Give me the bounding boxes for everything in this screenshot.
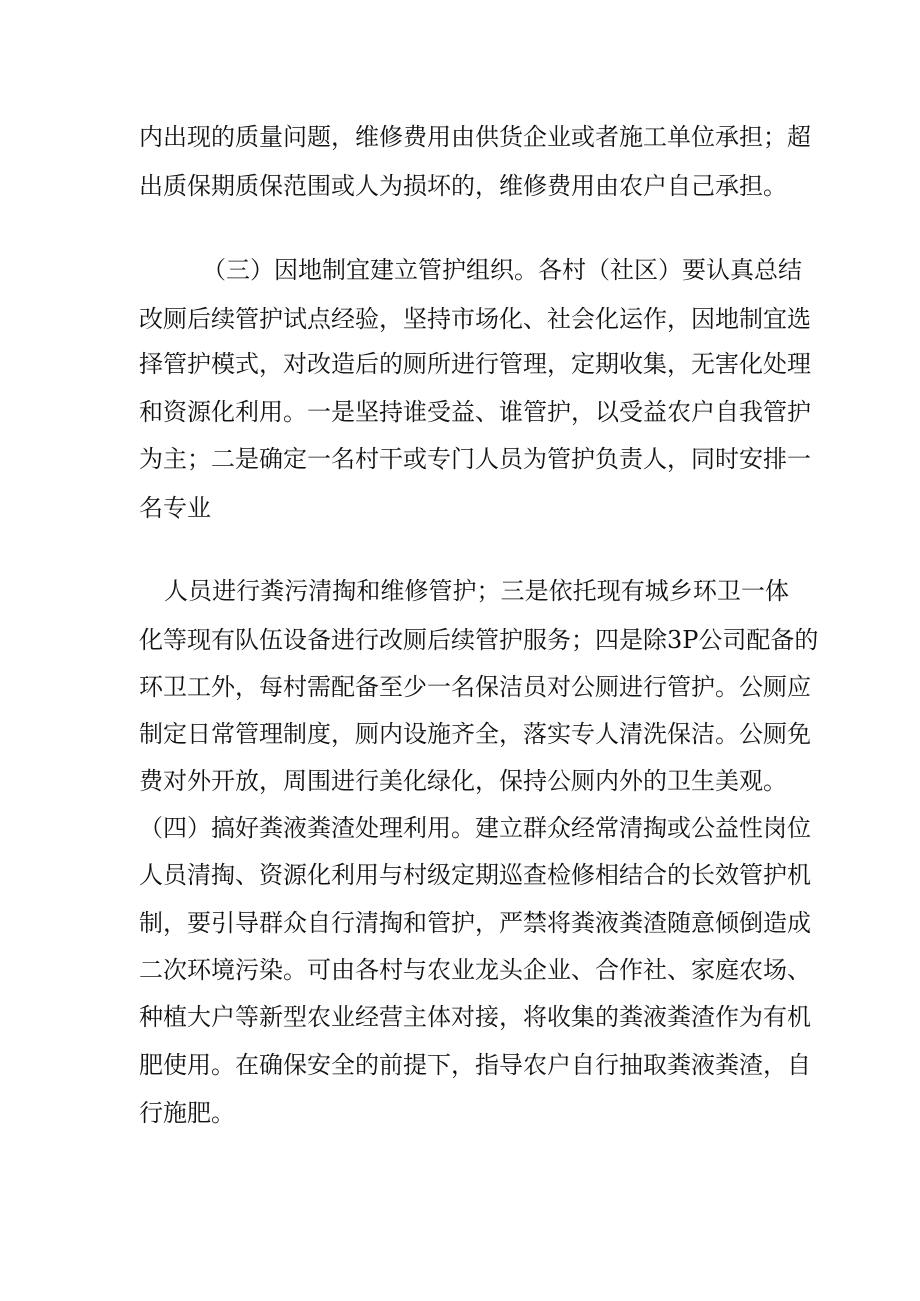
text-line: 内出现的质量问题，维修费用由供货企业或者施工单位承担；超: [139, 123, 811, 151]
text-line: 人员进行粪污清掏和维修管护；三是依托现有城乡环卫一体: [164, 577, 789, 605]
text-line: 制，要引导群众自行清掏和管护，严禁将粪液粪渣随意倾倒造成: [139, 909, 811, 937]
text-line: 环卫工外，每村需配备至少一名保洁员对公厕进行管护。公厕应: [139, 673, 811, 701]
text-line: 行施肥。: [139, 1099, 235, 1127]
text-line: 出质保期质保范围或人为损坏的，维修费用由农户自己承担。: [139, 172, 787, 200]
text-line: （四）搞好粪液粪渣处理利用。建立群众经常清掏或公益性岗位: [139, 814, 811, 842]
text-line: 二次环境污染。可由各村与农业龙头企业、合作社、家庭农场、: [139, 956, 811, 984]
text-line: 种植大户等新型农业经营主体对接，将收集的粪液粪渣作为有机: [139, 1003, 811, 1031]
text-line: 为主；二是确定一名村干或专门人员为管护负责人，同时安排一: [139, 445, 811, 473]
text-line: 和资源化利用。一是坚持谁受益、谁管护，以受益农户自我管护: [139, 398, 811, 426]
text-line: 费对外开放，周围进行美化绿化，保持公厕内外的卫生美观。: [139, 767, 787, 795]
text-line: 肥使用。在确保安全的前提下，指导农户自行抽取粪液粪渣，自: [139, 1051, 811, 1079]
text-line: 制定日常管理制度，厕内设施齐全，落实专人清洗保洁。公厕免: [139, 720, 811, 748]
text-line: 化等现有队伍设备进行改厕后续管护服务；四是除3P公司配备的: [139, 626, 819, 654]
text-line: 名专业: [139, 494, 211, 522]
text-line: 择管护模式，对改造后的厕所进行管理，定期收集，无害化处理: [139, 350, 811, 378]
text-line: （三）因地制宜建立管护组织。各村（社区）要认真总结: [202, 256, 802, 284]
text-line: 人员清掏、资源化利用与村级定期巡查检修相结合的长效管护机: [139, 861, 811, 889]
text-line: 改厕后续管护试点经验，坚持市场化、社会化运作，因地制宜选: [139, 305, 811, 333]
